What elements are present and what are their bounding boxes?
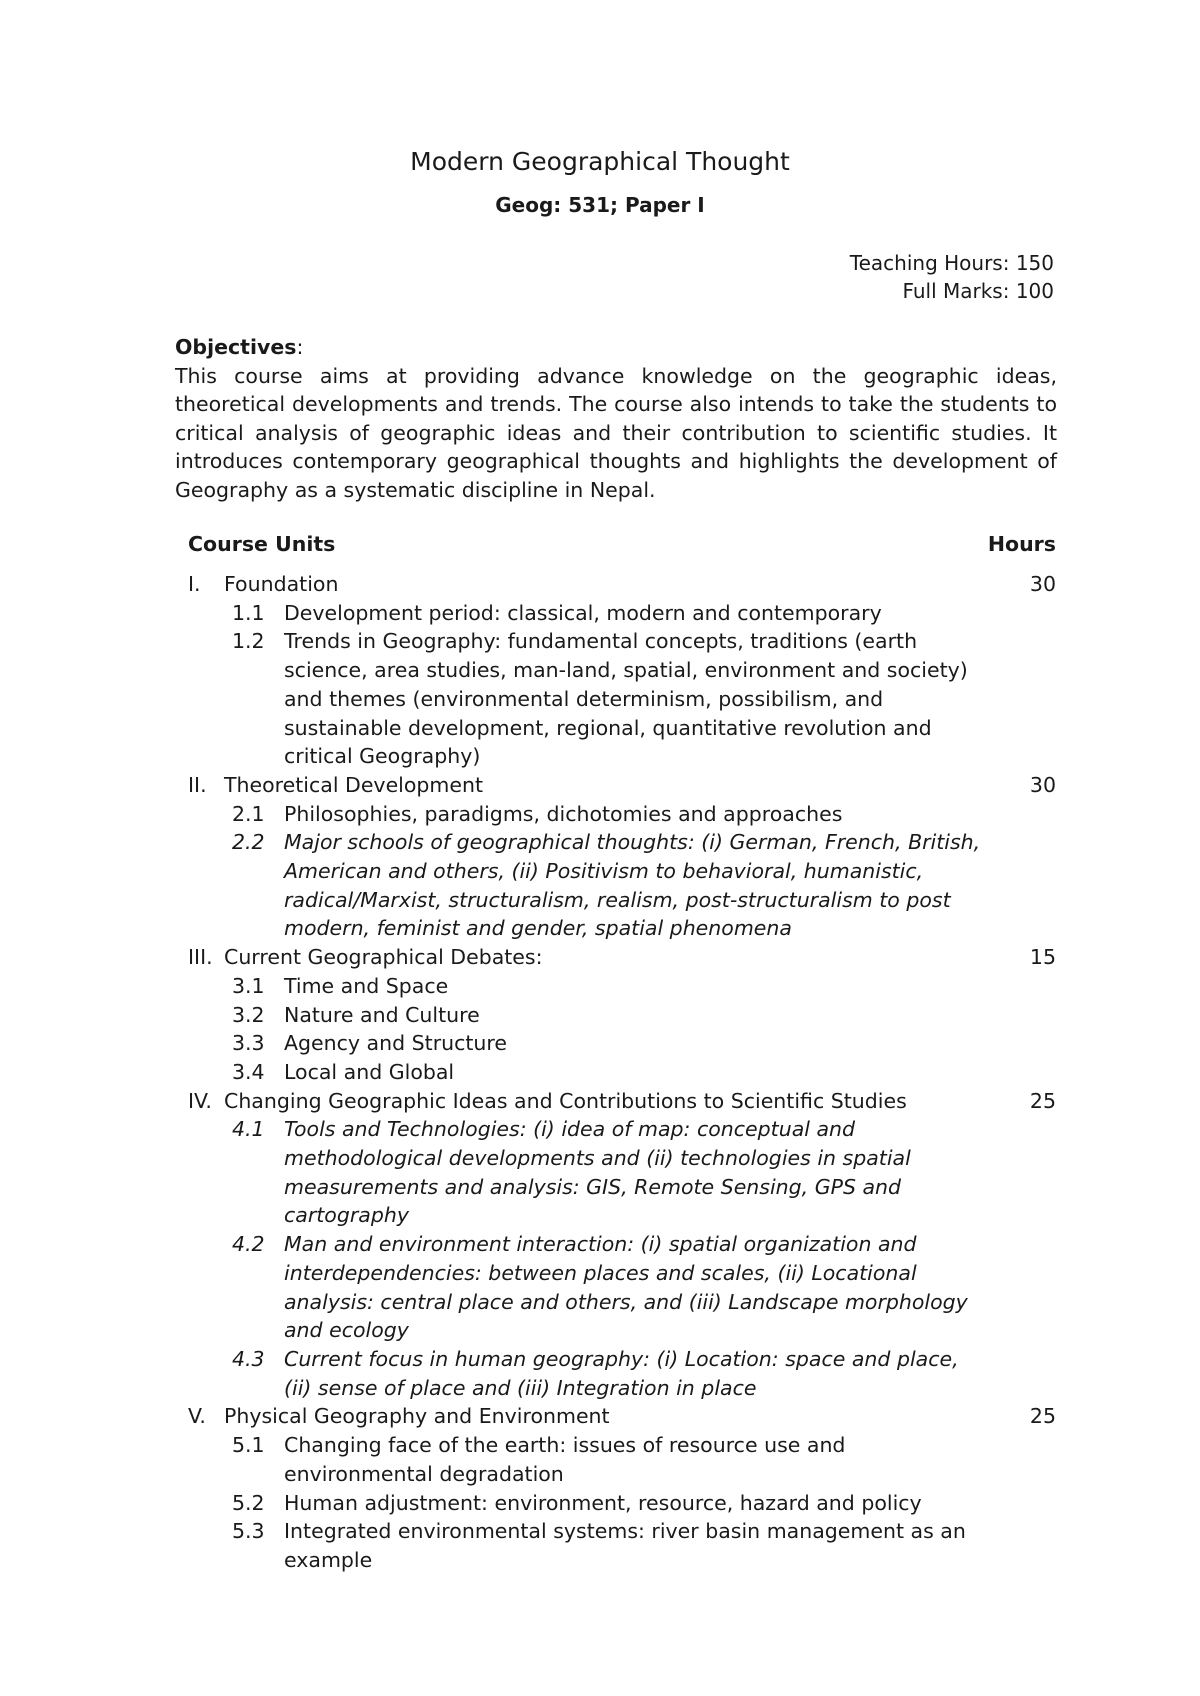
- unit-title: Current Geographical Debates:: [224, 945, 543, 970]
- subunit-text: Human adjustment: environment, resource, hazard and policy: [284, 1490, 922, 1515]
- hours-label: Hours: [987, 532, 1056, 556]
- course-code: Geog: 531; Paper I: [495, 193, 705, 217]
- subunit: [188, 1029, 984, 1058]
- subunit-text: Development period: classical, modern and contemporary: [284, 600, 882, 625]
- subunit-number: 5.2: [232, 1490, 265, 1515]
- subunit-text: Local and Global: [284, 1059, 455, 1084]
- subunit-number: 5.1: [232, 1433, 265, 1458]
- unit-title: Foundation: [224, 572, 339, 596]
- subunit: [188, 1115, 984, 1230]
- unit-row: [188, 1087, 1056, 1116]
- full-marks: Full Marks: 100: [902, 279, 1054, 303]
- subunit-number: 2.2: [232, 830, 265, 855]
- subunit-text: Tools and Technologies: (i) idea of map: conceptual and methodological developments and (ii) technologies in spatial measurements and analysis: GIS, Remote Sensing, GPS and cartography: [284, 1117, 911, 1228]
- subunit-number: 3.1: [232, 973, 265, 998]
- subunit-text: Time and Space: [284, 973, 449, 998]
- subunit: [188, 1230, 984, 1345]
- subunit-number: 3.4: [232, 1059, 265, 1084]
- unit-number: II.: [188, 772, 207, 797]
- unit: [188, 1402, 1056, 1574]
- subunit: [188, 627, 984, 771]
- subunit-number: 4.2: [232, 1232, 265, 1257]
- subunit-number: 2.1: [232, 801, 265, 826]
- unit-number: III.: [188, 945, 213, 970]
- subunit-number: 1.1: [232, 600, 265, 625]
- subunit: [188, 1517, 984, 1574]
- subunit-number: 3.3: [232, 1031, 265, 1056]
- unit-hours: 30: [1029, 772, 1056, 797]
- unit-row: [188, 943, 1056, 972]
- subunit-text: Philosophies, paradigms, dichotomies and approaches: [284, 801, 843, 826]
- course-units-list: [188, 570, 1056, 1575]
- unit-title: Theoretical Development: [224, 772, 484, 797]
- unit: [188, 943, 1056, 1087]
- teaching-hours: Teaching Hours: 150: [849, 251, 1054, 275]
- subunit-text: Nature and Culture: [284, 1002, 480, 1027]
- unit-number: IV.: [188, 1088, 212, 1113]
- subunit: [188, 1431, 984, 1488]
- unit-hours: 25: [1029, 1404, 1056, 1429]
- subunit-text: Man and environment interaction: (i) spatial organization and interdependencies: between places and scales, (ii) Locational analysis: central place and others, and (iii) Landscape morphology and ecology: [284, 1232, 968, 1343]
- subunit-text: Agency and Structure: [284, 1031, 508, 1056]
- objectives-section: [175, 333, 1057, 504]
- objectives-heading: Objectives: [175, 335, 297, 359]
- unit: [188, 1087, 1056, 1403]
- objectives-text: This course aims at providing advance knowledge on the geographic ideas, theoretical developments and trends. The course also intends to take the students to critical analysis of geographic ideas and their contribution to scientific studies. It introduces contemporary geographical thoughts and highlights the development of Geography as a systematic discipline in Nepal.: [175, 363, 1057, 502]
- subunit-text: Integrated environmental systems: river basin management as an example: [284, 1519, 966, 1572]
- objectives-colon: :: [296, 335, 304, 359]
- subunit-number: 5.3: [232, 1519, 265, 1544]
- subunit: [188, 800, 984, 829]
- unit-hours: 30: [1029, 572, 1056, 596]
- subunit-number: 1.2: [232, 629, 265, 654]
- subunit: [188, 1058, 984, 1087]
- subunit-text: Major schools of geographical thoughts: (i) German, French, British, American and others, (ii) Positivism to behavioral, humanistic, radical/Marxist, structuralism, realism, post-structuralism to post modern, feminist and gender, spatial phenomena: [284, 830, 981, 941]
- course-meta: [850, 249, 1054, 305]
- subunit: [188, 828, 984, 943]
- unit-row: [188, 771, 1056, 800]
- unit-hours: 25: [1029, 1088, 1056, 1113]
- page-title: Modern Geographical Thought: [410, 147, 790, 176]
- unit-title: Physical Geography and Environment: [224, 1404, 610, 1429]
- subunit: [188, 599, 984, 628]
- unit-title: Changing Geographic Ideas and Contributions to Scientific Studies: [224, 1088, 907, 1113]
- subunit-text: Trends in Geography: fundamental concepts, traditions (earth science, area studies, man-land, spatial, environment and society) and themes (environmental determinism, possibilism, and sustainable development, regional, quantitative revolution and critical Geography): [284, 629, 968, 769]
- course-units-header: [188, 530, 1056, 559]
- subunit: [188, 1345, 984, 1402]
- unit: [188, 570, 1056, 771]
- course-units-label: Course Units: [188, 532, 336, 556]
- unit-hours: 15: [1029, 945, 1056, 970]
- unit-number: I.: [188, 572, 201, 596]
- subunit-number: 4.3: [232, 1346, 265, 1371]
- subunit-text: Current focus in human geography: (i) Location: space and place, (ii) sense of place and (iii) Integration in place: [284, 1346, 959, 1400]
- unit: [188, 771, 1056, 943]
- subunit: [188, 1001, 984, 1030]
- subunit-text: Changing face of the earth: issues of resource use and environmental degradation: [284, 1433, 846, 1486]
- subunit: [188, 972, 984, 1001]
- subunit-number: 4.1: [232, 1117, 265, 1142]
- subunit: [188, 1489, 984, 1518]
- unit-row: [188, 570, 1056, 599]
- unit-number: V.: [188, 1404, 206, 1429]
- unit-row: [188, 1402, 1056, 1431]
- subunit-number: 3.2: [232, 1002, 265, 1027]
